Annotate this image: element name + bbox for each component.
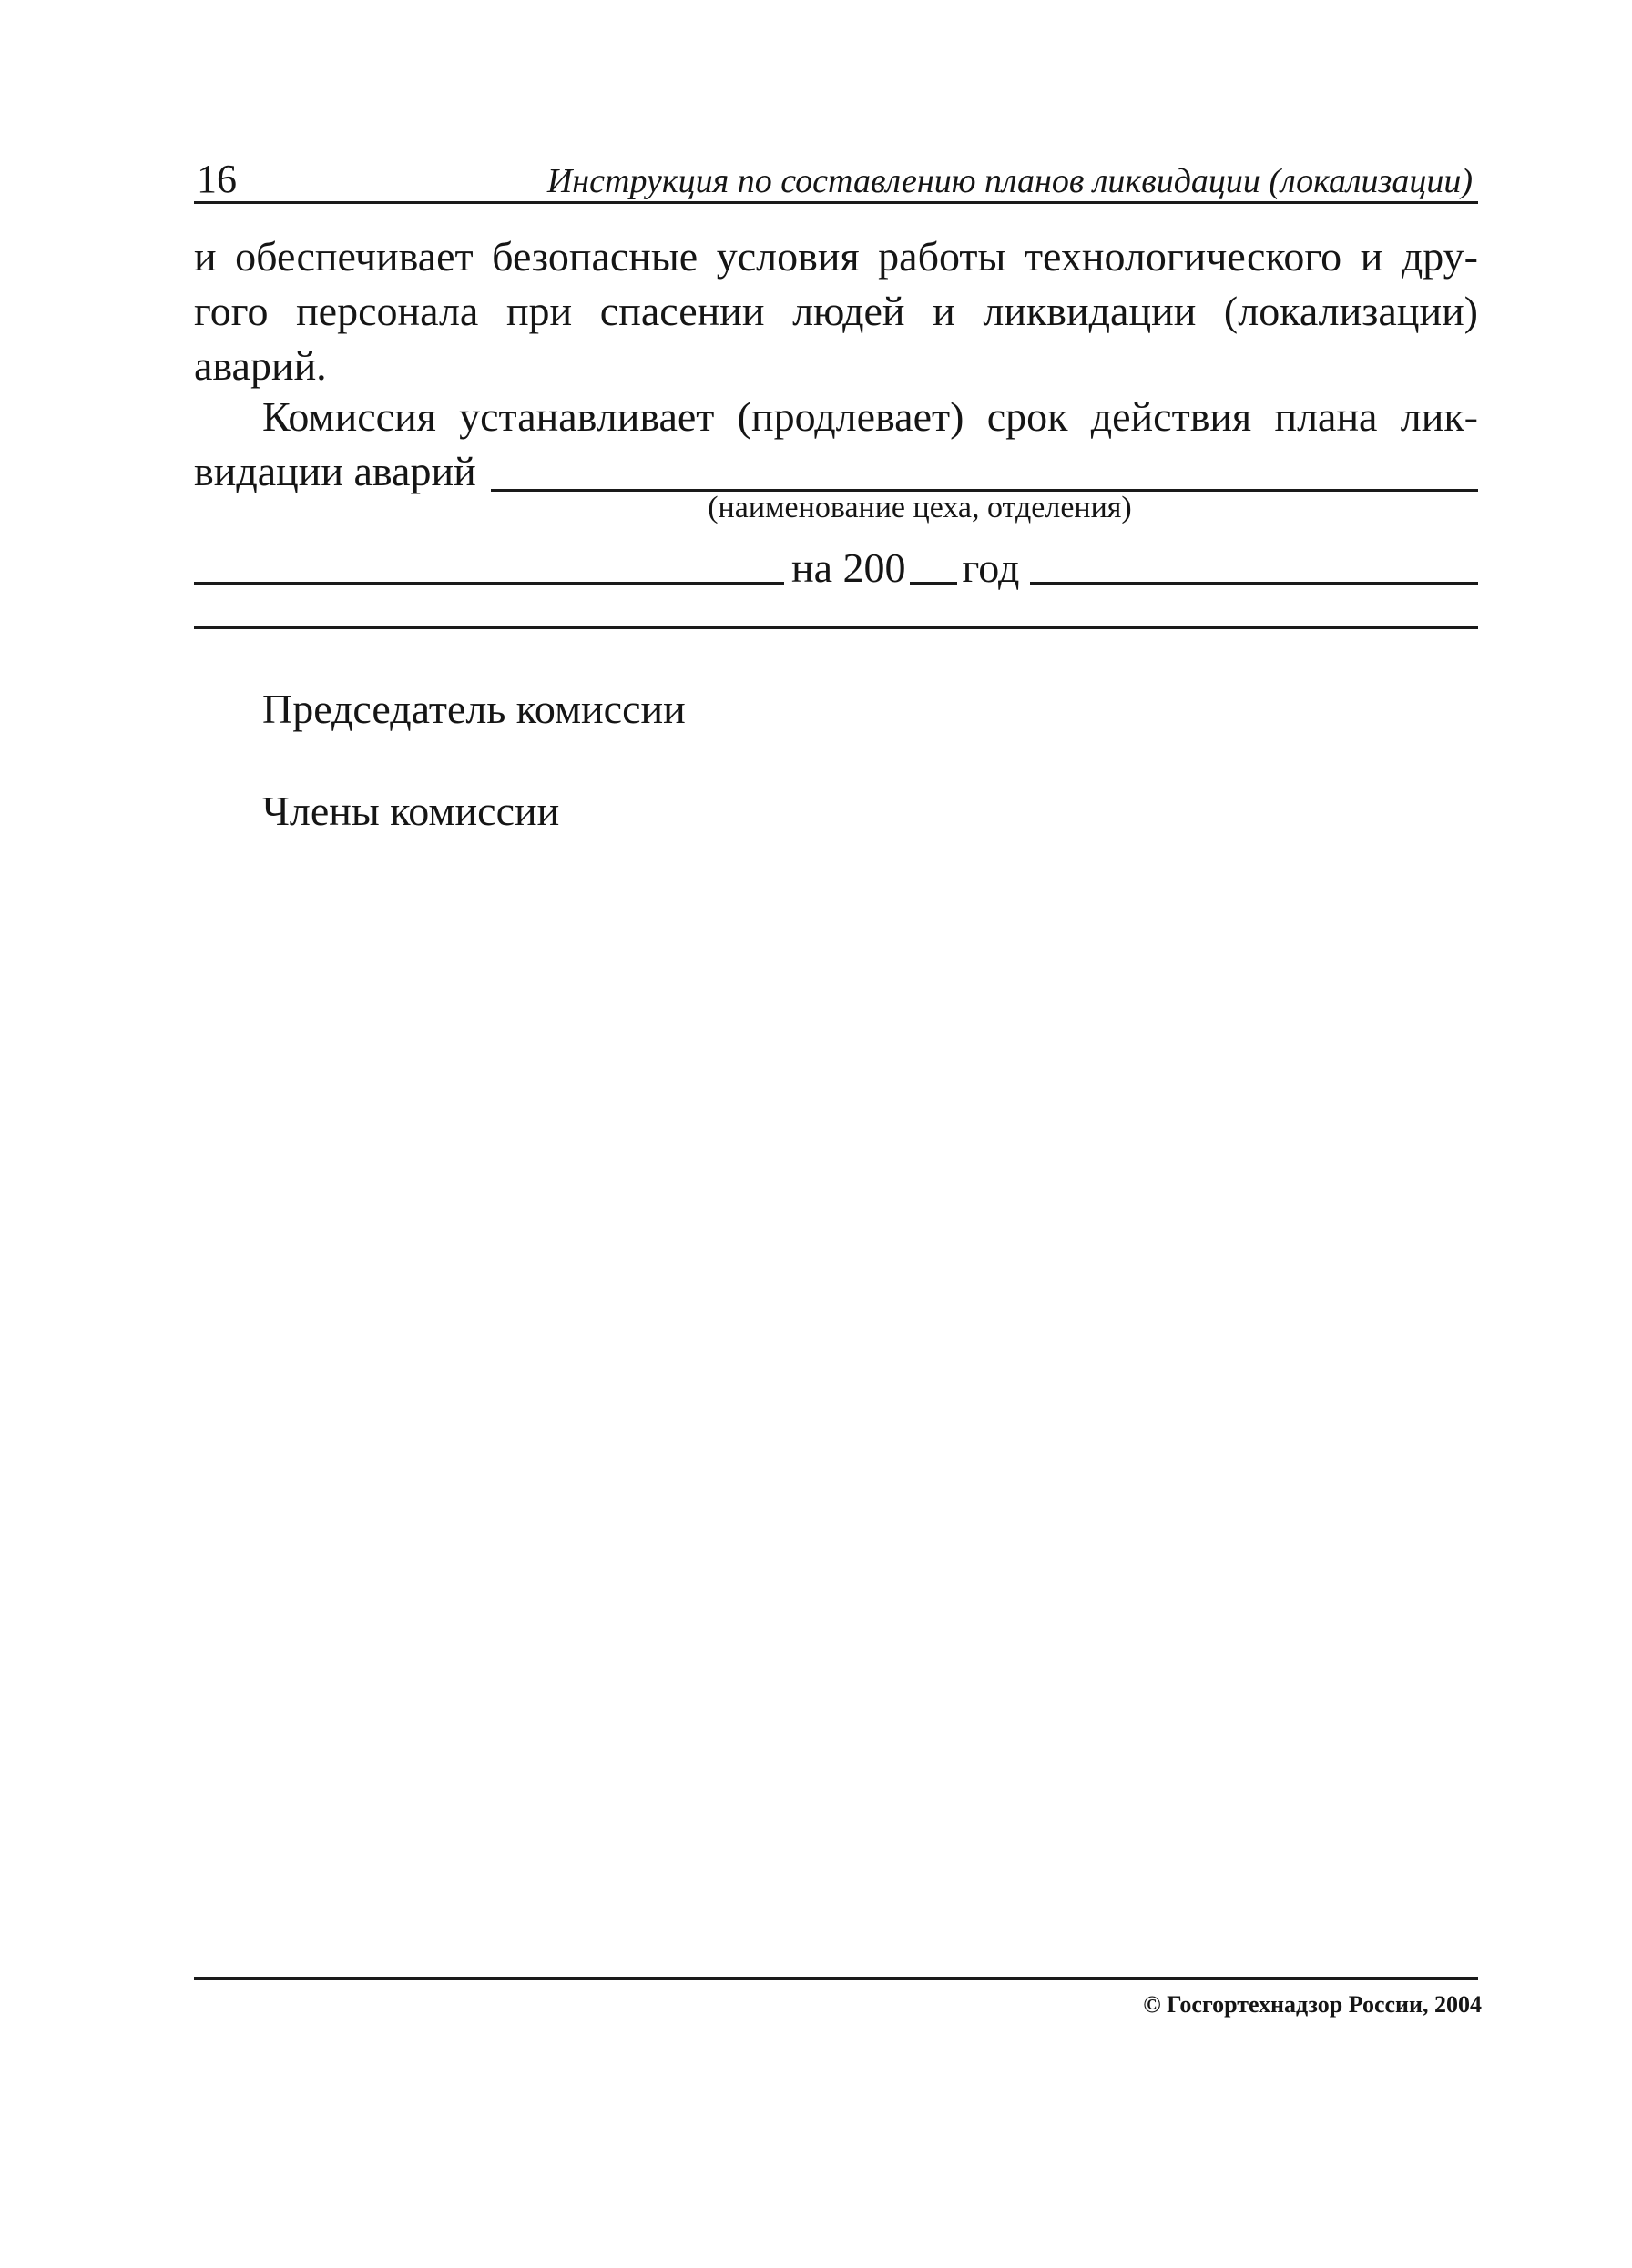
year-suffix: год bbox=[962, 544, 1020, 591]
page-header bbox=[194, 157, 1478, 204]
page-number: 16 bbox=[197, 157, 237, 201]
copyright-notice: © Госгортехнадзор России, 2004 bbox=[1143, 1991, 1482, 2018]
text-line: аварий. bbox=[194, 342, 327, 389]
year-prefix: на 200 bbox=[791, 544, 906, 591]
paragraph-validity bbox=[194, 390, 1478, 499]
text-line: и обеспечивает безопасные условия работы технологического и дру- bbox=[194, 233, 1478, 280]
year-digits-blank[interactable] bbox=[910, 581, 957, 585]
running-title: Инструкция по составлению планов ликвидации (локализации) bbox=[546, 162, 1473, 200]
header-rule bbox=[194, 201, 1478, 204]
trailing-blank[interactable] bbox=[1030, 581, 1478, 585]
period-blank[interactable] bbox=[194, 581, 784, 585]
text-line: гого персонала при спасении людей и ликвидации (локализации) bbox=[194, 288, 1478, 334]
text-line: видации аварий bbox=[194, 448, 476, 494]
footer-rule bbox=[194, 1977, 1478, 1980]
paragraph-conditions bbox=[194, 229, 1478, 393]
additional-blank-line[interactable] bbox=[194, 626, 1478, 629]
year-field-line bbox=[194, 534, 1478, 592]
chairman-signature-label: Председатель комиссии bbox=[262, 686, 686, 732]
members-signature-label: Члены комиссии bbox=[262, 788, 560, 834]
field-caption: (наименование цеха, отделения) bbox=[708, 491, 1132, 524]
text-line: Комиссия устанавливает (продлевает) срок действия плана лик- bbox=[262, 393, 1478, 440]
